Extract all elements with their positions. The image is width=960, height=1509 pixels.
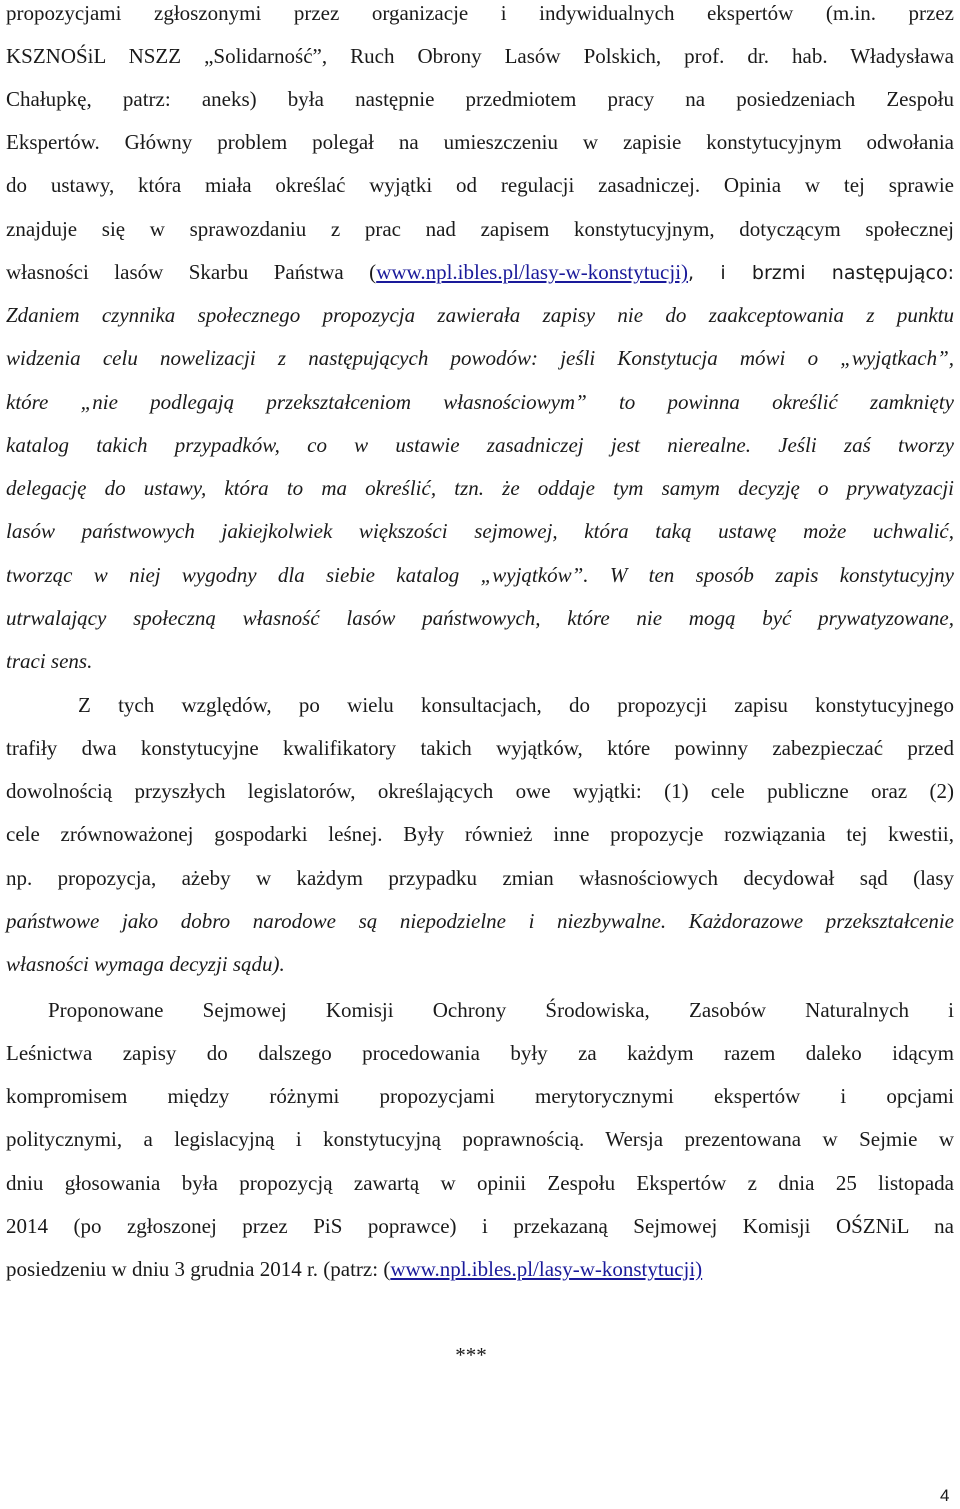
line-text: , i brzmi następująco: (688, 262, 954, 284)
line-text: posiedzeniu w dniu 3 grudnia 2014 r. (patrz: ( (6, 1257, 391, 1281)
konstytucja-link[interactable]: www.npl.ibles.pl/lasy-w-konstytucji) (376, 260, 689, 284)
text-line: do ustawy, która miała określać wyjątki od regulacji zasadniczej. Opinia w tej sprawie (6, 173, 954, 197)
text-line: trafiły dwa konstytucyjne kwalifikatory takich wyjątków, które powinny zabezpieczać przed (6, 736, 954, 760)
text-line: Chałupkę, patrz: aneks) była następnie przedmiotem pracy na posiedzeniach Zespołu (6, 87, 954, 111)
quote-line: traci sens. (6, 649, 93, 673)
paragraph-start: Proponowane Sejmowej Komisji Ochrony Środowiska, Zasobów Naturalnych i (48, 998, 954, 1022)
page-number: 4 (940, 1486, 950, 1505)
text-line: Leśnictwa zapisy do dalszego procedowania były za każdym razem daleko idącym (6, 1041, 954, 1065)
quote-line: utrwalający społeczną własność lasów państwowych, które nie mogą być prywatyzowane, (6, 606, 954, 630)
text-line: politycznymi, a legislacyjną i konstytucyjną poprawnością. Wersja prezentowana w Sejmie w (6, 1127, 954, 1151)
text-line: np. propozycja, ażeby w każdym przypadku zmian własnościowych decydował sąd (lasy (6, 866, 954, 890)
quote-line: delegację do ustawy, która to ma określić, tzn. że oddaje tym samym decyzję o prywatyzacji (6, 476, 954, 500)
text-line: Ekspertów. Główny problem polegał na umieszczeniu w zapisie konstytucyjnym odwołania (6, 130, 954, 154)
quote-line: widzenia celu nowelizacji z następujących powodów: jeśli Konstytucja mówi o „wyjątkach”, (6, 346, 954, 370)
text-line: cele zrównoważonej gospodarki leśnej. Były również inne propozycje rozwiązania tej kwestii, (6, 822, 954, 846)
paragraph-start: Z tych względów, po wielu konsultacjach, do propozycji zapisu konstytucyjnego (78, 693, 954, 717)
text-line: kompromisem między różnymi propozycjami merytorycznymi ekspertów i opcjami (6, 1084, 954, 1108)
text-line-with-link (6, 1256, 954, 1282)
quote-line: Zdaniem czynnika społecznego propozycja zawierała zapisy nie do zaakceptowania z punktu (6, 303, 954, 327)
line-text: własności lasów Skarbu Państwa ( (6, 260, 377, 284)
konstytucja-link[interactable]: www.npl.ibles.pl/lasy-w-konstytucji) (390, 1257, 703, 1281)
text-line: dowolnością przyszłych legislatorów, określających owe wyjątki: (1) cele publiczne oraz (2) (6, 779, 954, 803)
quote-line: lasów państwowych jakiejkolwiek większości sejmowej, która taką ustawę może uchwalić, (6, 519, 954, 543)
text-line: własności wymaga decyzji sądu). (6, 952, 285, 976)
section-separator: *** (455, 1343, 487, 1367)
quote-line: katalog takich przypadków, co w ustawie zasadniczej jest nierealne. Jeśli zaś tworzy (6, 433, 954, 457)
text-line: dniu głosowania była propozycją zawartą w opinii Zespołu Ekspertów z dnia 25 listopada (6, 1171, 954, 1195)
text-line: 2014 (po zgłoszonej przez PiS poprawce) i przekazaną Sejmowej Komisji OŚZNiL na (6, 1214, 954, 1238)
text-line: KSZNOŚiL NSZZ „Solidarność”, Ruch Obrony Lasów Polskich, prof. dr. hab. Władysława (6, 44, 954, 68)
quote-line: tworząc w niej wygodny dla siebie katalog „wyjątków”. W ten sposób zapis konstytucyjny (6, 563, 954, 587)
text-line-with-link (6, 259, 954, 285)
text-line: znajduje się w sprawozdaniu z prac nad zapisem konstytucyjnym, dotyczącym społecznej (6, 217, 954, 241)
text-line: państwowe jako dobro narodowe są niepodzielne i niezbywalne. Każdorazowe przekształcenie (6, 909, 954, 933)
quote-line: które „nie podlegają przekształceniom własnościowym” to powinna określić zamknięty (6, 390, 954, 414)
text-line: propozycjami zgłoszonymi przez organizacje i indywidualnych ekspertów (m.in. przez (6, 1, 954, 25)
